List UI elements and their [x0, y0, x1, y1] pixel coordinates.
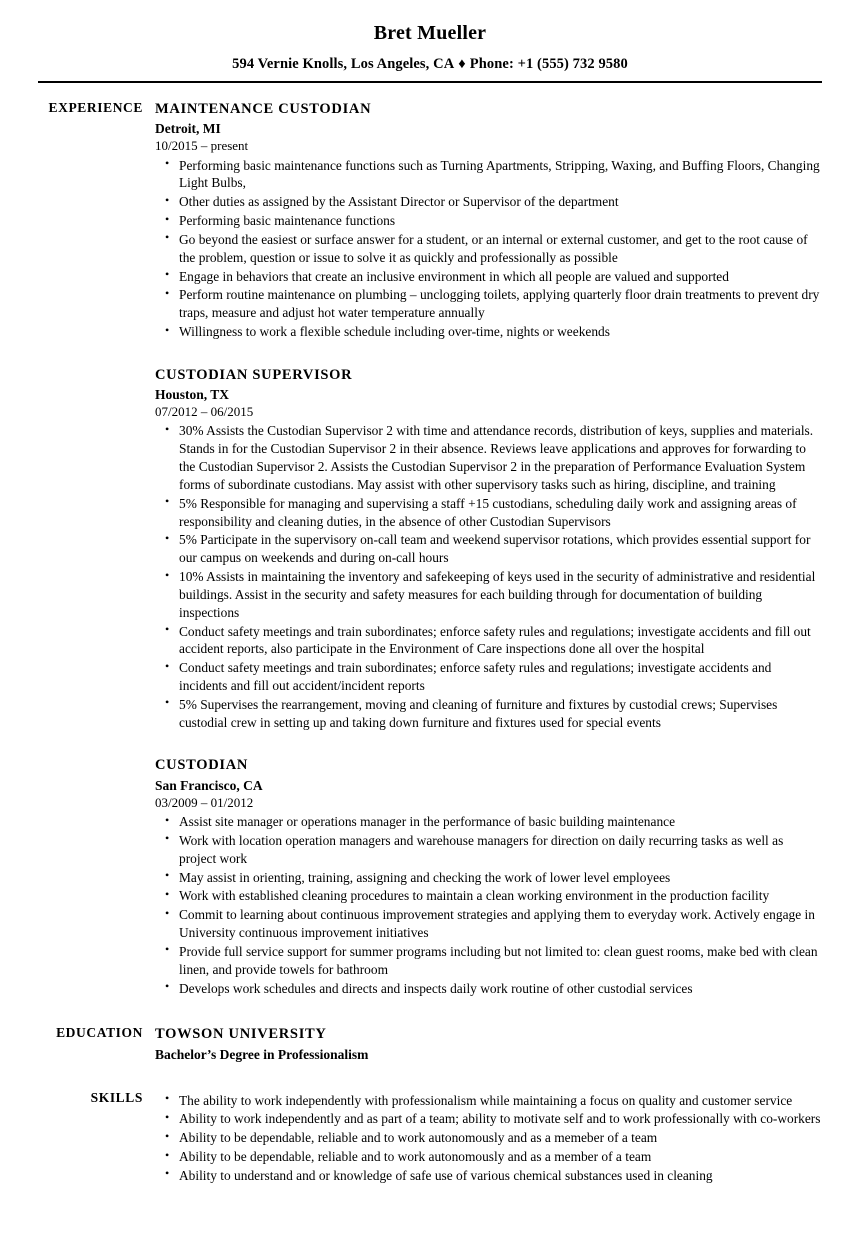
- contact-line: [0, 56, 860, 73]
- bullet-item: • Performing basic maintenance functions: [155, 212, 822, 230]
- candidate-address: 594 Vernie Knolls, Los Angeles, CA: [232, 56, 455, 72]
- bullet-item: • Ability to understand and or knowledge of safe use of various chemical substances used in cleaning: [155, 1167, 822, 1185]
- experience-entry: [155, 756, 822, 997]
- section-label-education: EDUCATION: [56, 1025, 143, 1041]
- header-divider: [38, 81, 822, 83]
- experience-body: [155, 100, 860, 997]
- bullet-item: • Conduct safety meetings and train subordinates; enforce safety rules and regulations; investigate accidents and fill out accident reports, also participate in the Environment of Care inspections done all over the hospital: [155, 623, 822, 659]
- candidate-phone: Phone: +1 (555) 732 9580: [469, 56, 628, 72]
- bullet-item: • Ability to be dependable, reliable and to work autonomously and as a member of a team: [155, 1148, 822, 1166]
- job-bullet-list: [155, 157, 822, 341]
- experience-entry: [155, 100, 822, 341]
- bullet-item: • Perform routine maintenance on plumbing – unclogging toilets, applying quarterly floor drain treatments to prevent dry traps, measure and adjust hot water temperature annually: [155, 286, 822, 322]
- bullet-item: • Work with established cleaning procedures to maintain a clean working environment in the production facility: [155, 887, 822, 905]
- job-bullet-list: [155, 422, 822, 731]
- section-education: [0, 1025, 860, 1063]
- job-dates: 03/2009 – 01/2012: [155, 794, 254, 810]
- bullet-item: • 10% Assists in maintaining the inventory and safekeeping of keys used in the security of administrative and residential buildings. Assist in the security and safety measures for each building through for documentation of building inspections: [155, 568, 822, 621]
- bullet-item: • 30% Assists the Custodian Supervisor 2 with time and attendance records, distribution of keys, supplies and materials. Stands in for the Custodian Supervisor 2 in their absence. Reviews leave applications and approves for forwarding to the Custodian Supervisor 2. Assists the Custodian Supervisor 2 in the preparation of Performance Evaluation System forms of subordinate custodians. May assist with other supervisory tasks such as hiring, discipline, and training: [155, 422, 822, 493]
- bullet-item: • Conduct safety meetings and train subordinates; enforce safety rules and regulations; investigate accidents and incidents and fill out accident/incident reports: [155, 659, 822, 695]
- section-label-experience: EXPERIENCE: [48, 100, 143, 115]
- bullet-item: • Ability to be dependable, reliable and to work autonomously and as a memeber of a team: [155, 1129, 822, 1147]
- section-label-skills: SKILLS: [90, 1089, 143, 1105]
- skills-bullet-list: [155, 1092, 822, 1185]
- bullet-item: • Go beyond the easiest or surface answer for a student, or an internal or external customer, and get to the root cause of the problem, question or issue to solve it as quickly and professionally as possible: [155, 231, 822, 267]
- bullet-item: • Work with location operation managers and warehouse managers for direction on daily recurring tasks as well as project work: [155, 832, 822, 868]
- bullet-item: • 5% Supervises the rearrangement, moving and cleaning of furniture and fixtures by custodial crews; Supervises custodial crew in setting up and taking down furniture and fixtures used for special events: [155, 696, 822, 732]
- bullet-item: • May assist in orienting, training, assigning and checking the work of lower level employees: [155, 869, 822, 887]
- job-bullet-list: [155, 813, 822, 997]
- job-location: Houston, TX: [155, 386, 230, 402]
- bullet-item: • Performing basic maintenance functions such as Turning Apartments, Stripping, Waxing, and Buffing Floors, Changing Light Bulbs,: [155, 157, 822, 193]
- bullet-item: • Develops work schedules and directs and inspects daily work routine of other custodial services: [155, 980, 822, 998]
- bullet-item: • Ability to work independently and as part of a team; ability to motivate self and to work professionally with co-workers: [155, 1110, 822, 1128]
- job-title: CUSTODIAN SUPERVISOR: [155, 366, 353, 383]
- bullet-item: • Other duties as assigned by the Assistant Director or Supervisor of the department: [155, 193, 822, 211]
- job-dates: 10/2015 – present: [155, 138, 249, 154]
- bullet-item: • 5% Participate in the supervisory on-call team and weekend supervisor rotations, which provides essential support for our campus on weekends and during on-call hours: [155, 531, 822, 567]
- section-skills: [0, 1090, 860, 1185]
- job-location: Detroit, MI: [155, 121, 221, 137]
- bullet-item: • Commit to learning about continuous improvement strategies and applying them to everyday work. Actively engage in University continuous improvement initiatives: [155, 906, 822, 942]
- experience-entry: [155, 366, 822, 732]
- bullet-item: • Engage in behaviors that create an inclusive environment in which all people are valued and supported: [155, 268, 822, 286]
- education-body: [155, 1025, 860, 1063]
- diamond-separator-icon: ♦: [458, 56, 466, 72]
- job-title: MAINTENANCE CUSTODIAN: [155, 101, 372, 117]
- job-title: CUSTODIAN: [155, 757, 249, 774]
- school-name: TOWSON UNIVERSITY: [155, 1026, 327, 1043]
- bullet-item: • Provide full service support for summer programs including but not limited to: clean guest rooms, make bed with clean linen, and provide towels for bathroom: [155, 943, 822, 979]
- resume-header: [0, 0, 860, 73]
- skills-body: [155, 1090, 860, 1185]
- bullet-item: • Assist site manager or operations manager in the performance of basic building maintenance: [155, 813, 822, 831]
- candidate-name: Bret Mueller: [373, 22, 487, 44]
- degree-name: Bachelor’s Degree in Professionalism: [155, 1047, 369, 1063]
- job-location: San Francisco, CA: [155, 777, 263, 793]
- bullet-item: • The ability to work independently with professionalism while maintaining a focus on quality and customer service: [155, 1092, 822, 1110]
- section-experience: [0, 100, 860, 997]
- bullet-item: • 5% Responsible for managing and supervising a staff +15 custodians, scheduling daily work and assigning areas of responsibility and cleaning duties, in the absence of other Custodian Supervisors: [155, 495, 822, 531]
- bullet-item: • Willingness to work a flexible schedule including over-time, nights or weekends: [155, 323, 822, 341]
- job-dates: 07/2012 – 06/2015: [155, 404, 254, 420]
